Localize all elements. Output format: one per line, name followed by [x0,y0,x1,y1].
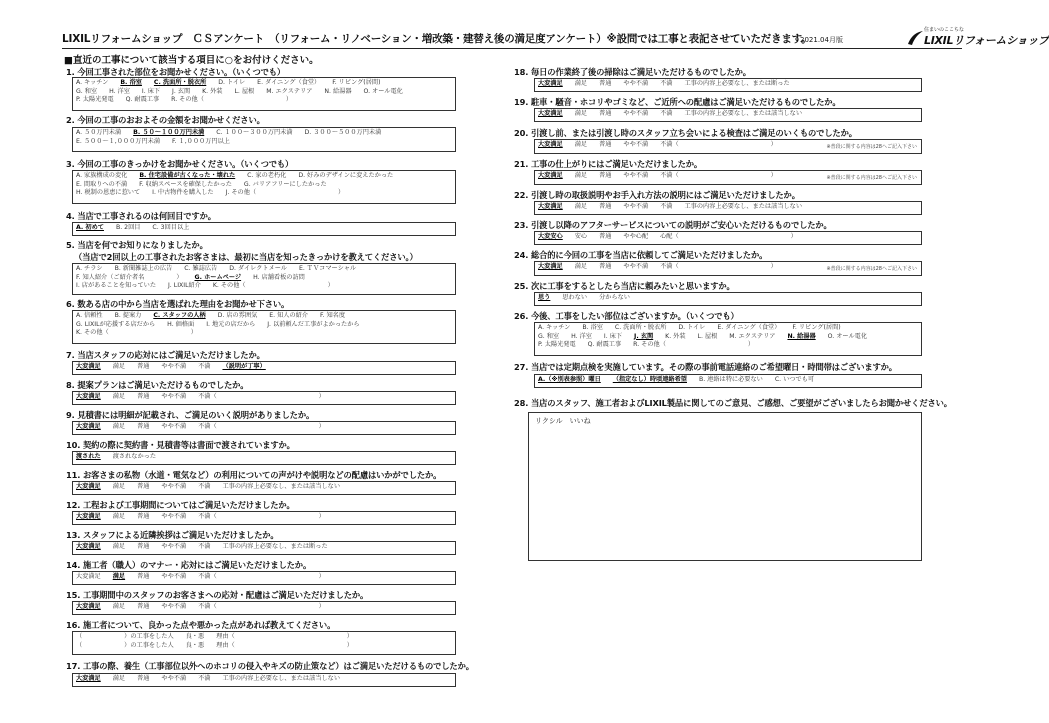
option[interactable]: 思わない [562,294,588,301]
option[interactable]: E. ＴＶコマーシャル [298,265,357,272]
option[interactable]: C. 雑誌広告 [184,265,218,272]
option[interactable]: 普通 [137,393,150,400]
option-selected[interactable]: G. ホームページ [194,273,242,281]
option-selected[interactable]: 大変満足 [538,203,563,210]
option[interactable]: D. ３００～５００万円未満 [304,129,382,136]
answer-box-9 [72,421,456,435]
option[interactable]: G. 和室 [538,332,560,340]
option[interactable]: L. 屋根 [697,332,718,340]
question-27: 27. 当店では定期点検を実施しています。その際の事前電話連絡のご希望曜日・時間帯はございますか。 [514,362,897,372]
option[interactable]: 不満 [660,80,673,87]
option[interactable]: 満足 [574,263,588,270]
option[interactable]: 満足 [574,110,588,117]
answer-box-11 [72,481,456,495]
option[interactable]: E. 間取りへの不満 [76,180,128,188]
reason-label[interactable]: 理由（ [216,641,235,649]
question-12: 12. 工程および工事期間についてはご満足いただけましたか。 [66,500,295,510]
paren-close: ） [318,513,325,520]
option[interactable]: G. 和室 [76,87,98,95]
option[interactable]: やや不満 [623,141,649,148]
option[interactable]: 満足 [112,483,126,490]
option[interactable]: 不満（ [198,603,217,610]
paren-close: ） [318,393,325,400]
option[interactable]: O. オール電化 [363,87,403,95]
option[interactable]: 普通 [137,543,150,550]
question-26: 26. 今後、工事をしたい部位はございますか。（いくつでも） [514,311,739,321]
option[interactable]: 工事の内容上必要なし、または該当しない [684,203,803,210]
option[interactable]: I. 床下 [141,87,161,95]
option-selected[interactable]: 大変満足 [76,513,101,520]
option[interactable]: 普通 [137,675,150,682]
option[interactable]: 普通 [137,483,150,490]
option[interactable]: 安心 [574,233,588,240]
option[interactable]: 工事の内容上必要なし、または該当しない [222,675,341,682]
option-selected[interactable]: C. スタッフの人柄 [153,312,206,319]
option[interactable]: 満足 [574,172,588,179]
option[interactable]: やや心配 [623,233,649,240]
option[interactable]: D. 好みのデザインに変えたかった [298,172,394,179]
option[interactable]: J. 以前頼んだ工事がよかったから [267,320,360,328]
option[interactable]: R. その他（ [171,96,204,104]
option[interactable]: 分からない [599,294,630,301]
option-selected[interactable]: 大変満足 [76,483,101,490]
answer-box-4 [72,222,456,236]
instruction: ■直近の工事について該当する項目に○をお付けください。 [64,55,319,66]
option-selected[interactable]: 大変満足 [76,423,101,430]
option[interactable]: E. ダイニング（食堂） [717,324,781,331]
comment-text: リクシル いいね [535,417,591,425]
option[interactable]: J. その他（ [225,189,257,197]
option[interactable]: E. ５００～１,０００万円未満 [76,137,161,145]
option[interactable]: 工事の内容上必要なし、または断った [684,80,790,87]
option-selected[interactable]: 大変満足 [538,263,563,270]
question-25: 25. 次に工事をするとしたら当店に頼みたいと思いますか。 [514,281,735,291]
question-1: 1. 今回工事された部位をお聞かせください。（いくつでも） [66,67,286,77]
option-selected[interactable]: 大変満足 [76,543,101,550]
option[interactable]: 不満（ [198,513,217,520]
option[interactable]: B. 浴室 [582,324,603,331]
answer-box-8 [72,391,456,405]
option[interactable]: 不満 [198,543,211,550]
option[interactable]: 不満 [660,110,673,117]
option[interactable]: やや不満 [161,573,187,580]
option[interactable]: 普通 [137,363,150,370]
question-19: 19. 駐車・騒音・ホコリやゴミなど、ご近所への配慮はご満足いただけるものでしたか。 [514,97,841,107]
option[interactable]: 普通 [137,423,150,430]
option-time[interactable]: （指定なし）時頃連絡希望 [612,376,687,383]
work-label[interactable]: ）の工事をした人 [124,641,174,649]
question-13: 13. スタッフによる近隣挨拶はご満足いただけましたか。 [66,530,279,540]
option[interactable]: I. 店があることを知っていた [76,282,157,290]
option[interactable]: A. キッチン [76,79,109,86]
answer-box-12 [72,511,456,525]
option[interactable]: 普通 [599,80,612,87]
logo-text: LIXILリフォームショップ [924,34,1049,47]
note: ※普段に関する内容は28へご記入下さい [826,175,917,182]
option[interactable]: 満足 [112,423,126,430]
option-selected[interactable]: 大変満足 [538,141,563,148]
paren-close: ） [285,96,293,104]
option[interactable]: 満足 [574,141,588,148]
answer-box-3 [72,170,456,204]
option[interactable]: F. 収納スペースを確保したかった [139,180,232,188]
option-selected[interactable]: 満足 [112,573,126,580]
question-21: 21. 工事の仕上がりにはご満足いただけましたか。 [514,159,703,169]
question-14: 14. 施工者（職人）のマナー・応対にはご満足いただけましたか。 [66,560,312,570]
option[interactable]: やや不満 [623,172,649,179]
option[interactable]: H. 洋室 [571,332,592,340]
option[interactable]: 不満 [198,363,211,370]
option[interactable]: G. LIXILが応援する店だから [76,320,156,328]
option[interactable]: 心配（ [660,233,679,240]
option[interactable]: C. いつでも可 [774,376,815,383]
question-11: 11. お客さまの私物（水道・電気など）の利用についての声がけや説明などの配慮はいかがでしたか。 [66,470,442,480]
option[interactable]: やや不満 [623,110,649,117]
option[interactable]: 普通 [599,110,612,117]
answer-box-7 [72,361,456,375]
option[interactable]: K. その他（ [76,329,109,337]
option[interactable]: やや不満 [623,263,649,270]
paren-close: ） [318,573,325,580]
option[interactable]: D. 店の雰囲気 [217,312,258,319]
option[interactable]: Q. 耐震工事 [587,341,622,349]
question-2: 2. 今回の工事のおおよその金額をお聞かせください。 [66,115,265,125]
option[interactable]: J. 玄関 [172,87,191,95]
answer-box-19 [534,108,922,122]
option[interactable]: C. 家の老朽化 [247,172,287,179]
paren-close: ） [790,233,797,240]
option-selected[interactable]: 大変満足 [76,603,101,610]
question-4: 4. 当店で工事されるのは何回目ですか。 [66,211,216,221]
option[interactable]: C. 洗面所・脱衣所 [614,324,667,331]
work-label[interactable]: ）の工事をした人 [124,633,174,640]
option[interactable]: M. エクステリア [266,87,313,95]
question-8: 8. 提案プランはご満足いただけるものでしたか。 [66,380,249,390]
option[interactable]: やや不満 [161,603,187,610]
option[interactable]: P. 太陽光発電 [76,96,114,104]
option[interactable]: 満足 [112,363,126,370]
option-selected[interactable]: J. 玄関 [634,332,654,340]
good-bad[interactable]: 良・悪 [185,641,205,649]
reason-label[interactable]: 理由（ [216,633,235,640]
answer-box-5 [72,263,456,295]
lixil-logo [902,26,1049,48]
question-5-sub: （当店で2回以上の工事されたお客さまは、最初に当店を知ったきっかけを教えてください。） [74,252,418,262]
option-selected[interactable]: 大変満足 [538,80,563,87]
option-selected[interactable]: B. ５０～１００万円未満 [133,129,205,136]
option[interactable]: F. 知名度 [320,312,346,319]
option[interactable]: D. トイレ [678,324,706,331]
answer-box-26 [534,322,922,356]
answer-box-10 [72,451,456,465]
option[interactable]: K. 外装 [202,87,223,95]
question-28: 28. 当店のスタッフ、施工者およびLIXIL製品に関してのご意見、ご感想、ご要望がございましたらお聞かせください。 [514,398,952,408]
option[interactable]: 普通 [137,513,150,520]
option[interactable]: A. キッチン [538,324,571,331]
option[interactable]: 普通 [137,573,150,580]
option[interactable]: B. 新聞雑誌上の広告 [114,265,173,272]
option[interactable]: 不満（ [660,263,679,270]
good-bad[interactable]: 良・悪 [185,633,205,640]
option[interactable]: P. 太陽光発電 [538,341,576,349]
option[interactable]: B. 連絡は特に必要ない [698,376,763,383]
option[interactable]: 普通 [599,141,612,148]
answer-box-16 [72,631,456,655]
option[interactable]: 満足 [574,80,588,87]
option[interactable]: 満足 [112,675,126,682]
option[interactable]: D. ダイレクトメール [229,265,287,272]
option[interactable]: 満足 [574,203,588,210]
option[interactable]: A. 家族構成の変化 [76,172,128,179]
paren-close: ） [176,273,183,281]
option[interactable]: B. 2回目 [115,224,141,231]
option[interactable]: 不満（ [660,172,679,179]
question-18: 18. 毎日の作業終了後の掃除はご満足いただけるものでしたか。 [514,67,751,77]
option-selected[interactable]: A. 初めて [76,224,104,231]
option[interactable]: B. 提案力 [114,312,142,319]
option-selected[interactable]: C. 洗面所・脱衣所 [153,79,207,86]
paren-close: ） [346,641,353,649]
option[interactable]: M. エクステリア [729,332,776,340]
option-selected[interactable]: B. 浴室 [120,79,142,86]
option[interactable]: A. ５０万円未満 [76,129,122,136]
option[interactable]: J. LIXIL紹介 [167,282,201,290]
option[interactable]: C. １００～３００万円未満 [216,129,293,136]
option[interactable]: 普通 [599,233,612,240]
comment-textarea[interactable] [528,412,922,561]
answer-box-6 [72,310,456,344]
version-date: 2021.04月版 [800,36,843,44]
option-selected[interactable]: A.（※別表参照）曜日 [538,376,601,383]
paren-close: ） [770,172,777,179]
option-reason[interactable]: （説明が丁寧） [222,363,266,370]
option[interactable]: やや不満 [161,543,187,550]
option[interactable]: 工事の内容上必要なし、または該当しない [222,483,341,490]
paren-close: ） [770,141,777,148]
header [62,26,1049,49]
option[interactable]: I. 地元の店だから [206,320,256,328]
option[interactable]: やや不満 [623,203,649,210]
answer-box-20 [534,139,922,154]
option-selected[interactable]: B. 住宅設備が古くなった・壊れた [139,172,236,179]
paren-close: ） [338,189,345,197]
paren-open: （ [76,633,83,640]
option[interactable]: 工事の内容上必要なし、または断った [222,543,328,550]
option[interactable]: N. 給湯器 [324,87,352,95]
option[interactable]: 不満 [198,483,211,490]
option-selected[interactable]: 思う [538,294,551,301]
option[interactable]: 工事の内容上必要なし、または該当しない [684,110,803,117]
question-10: 10. 契約の際に契約書・見積書等は書面で渡されていますか。 [66,440,295,450]
option-selected[interactable]: 大変安心 [538,233,563,240]
option[interactable]: 不満（ [198,573,217,580]
question-15: 15. 工事期間中のスタッフのお客さまへの応対・配慮はご満足いただけましたか。 [66,590,369,600]
question-16: 16. 施工者について、良かった点や悪かった点があれば教えてください。 [66,620,336,630]
option[interactable]: I. 床下 [603,332,623,340]
option[interactable]: 普通 [599,263,612,270]
question-5: 5. 当店を何でお知りになりましたか。 [66,240,208,250]
option[interactable]: E. ダイニング（食堂） [257,79,321,86]
option[interactable]: 満足 [112,513,126,520]
option[interactable]: 満足 [112,393,126,400]
answer-box-24 [534,261,922,276]
paren-close: ） [327,282,334,290]
option[interactable]: R. その他（ [633,341,666,349]
option-selected[interactable]: 大変満足 [76,363,101,370]
option[interactable]: H. 税制の恩恵に惹いて [76,189,141,197]
answer-box-1 [72,77,456,111]
answer-box-27 [534,374,922,388]
option[interactable]: やや不満 [161,483,187,490]
option[interactable]: K. その他（ [212,282,246,290]
option-selected[interactable]: 大変満足 [538,110,563,117]
question-24: 24. 総合的に今回の工事を当店に依頼してご満足いただけましたか。 [514,250,768,260]
logo-tagline: 住まいのここちな [924,27,965,33]
question-22: 22. 引渡し時の取扱説明やお手入れ方法の説明にはご満足いただけましたか。 [514,190,800,200]
option[interactable]: 普通 [599,203,612,210]
question-6: 6. 数ある店の中から当店を選ばれた理由をお聞かせ下さい。 [66,299,290,309]
option[interactable]: 不満（ [198,423,217,430]
option[interactable]: I. 中古物件を購入した [152,189,214,197]
question-7: 7. 当店スタッフの応対にはご満足いただけましたか。 [66,350,265,360]
question-20: 20. 引渡し前、または引渡し時のスタッフ立ち会いによる検査はご満足のいくものでしたか。 [514,128,857,138]
option[interactable]: 満足 [112,603,126,610]
option[interactable]: 普通 [137,603,150,610]
option[interactable]: H. 価格面 [167,320,195,328]
option[interactable]: H. 洋室 [109,87,130,95]
option[interactable]: 不満 [198,675,211,682]
option[interactable]: 普通 [599,172,612,179]
answer-box-13 [72,541,456,555]
option-selected[interactable]: N. 給湯器 [787,332,816,340]
option[interactable]: F. 知人紹介（ご紹介者名 [76,273,145,281]
survey-title: LIXILリフォームショップ ＣＳアンケート （リフォーム・リノベーション・増改築・建替え後の満足度アンケート）※設問では工事と表記させていただきます。 [62,33,812,45]
question-17: 17. 工事の際、養生（工事部位以外へのホコリの侵入やキズの防止策など）はご満足いただけるものでしたか。 [66,661,474,671]
option[interactable]: C. 3回目以上 [152,224,190,231]
option[interactable]: やや不満 [161,675,187,682]
option[interactable]: H. 店舗看板の訪問 [253,273,305,281]
question-9: 9. 見積書には明細が記載され、ご満足のいく説明がありましたか。 [66,410,315,420]
paren-close: ） [747,341,755,349]
option[interactable]: 満足 [112,543,126,550]
logo-swoosh-icon [906,30,924,46]
option[interactable]: やや不満 [161,423,187,430]
option-selected[interactable]: 大変満足 [538,172,563,179]
paren-close: ） [770,263,777,270]
paren-close: ） [318,603,325,610]
option[interactable]: K. 外装 [665,332,686,340]
answer-box-18 [534,78,922,92]
answer-box-14 [72,571,456,585]
answer-box-21 [534,170,922,185]
question-23: 23. 引渡し以降のアフターサービスについての説明がご安心いただけるものでしたか。 [514,220,832,230]
option[interactable]: F. １,０００万円以上 [172,137,230,145]
option[interactable]: O. オール電化 [827,332,868,340]
option[interactable]: やや不満 [161,363,187,370]
answer-box-2 [72,127,456,152]
option[interactable]: F. リビング(居間) [792,324,841,331]
option[interactable]: E. 知人の紹介 [269,312,309,319]
answer-box-15 [72,601,456,615]
option[interactable]: F. リビング(居間) [332,79,381,86]
note: ※普段に関する内容は28へご記入下さい [826,144,917,151]
option[interactable]: 渡されなかった [112,453,157,460]
paren-close: ） [190,329,197,337]
option[interactable]: D. トイレ [218,79,246,86]
note: ※普段に関する内容は28へご記入下さい [826,266,917,273]
option[interactable]: やや不満 [623,80,649,87]
option-selected[interactable]: 大変満足 [76,675,101,682]
option-selected[interactable]: 大変満足 [76,393,101,400]
paren-open: （ [76,641,83,649]
option[interactable]: 不満（ [660,141,679,148]
option[interactable]: A. チラシ [76,265,103,272]
answer-box-23 [534,231,922,245]
answer-box-17 [72,673,456,687]
answer-box-25 [534,292,922,306]
option[interactable]: やや不満 [161,393,187,400]
option[interactable]: 不満 [660,203,673,210]
option[interactable]: やや不満 [161,513,187,520]
option[interactable]: A. 信頼性 [76,312,103,319]
option[interactable]: 不満（ [198,393,217,400]
paren-close: ） [346,633,353,640]
question-3: 3. 今回の工事のきっかけをお聞かせください。（いくつでも） [66,159,294,169]
option[interactable]: G. バリアフリーにしたかった [243,180,327,188]
option[interactable]: Q. 耐震工事 [125,96,160,104]
answer-box-22 [534,201,922,215]
option[interactable]: 大変満足 [76,573,101,580]
option[interactable]: L. 屋根 [234,87,255,95]
paren-close: ） [318,423,325,430]
option-selected[interactable]: 渡された [76,453,101,460]
